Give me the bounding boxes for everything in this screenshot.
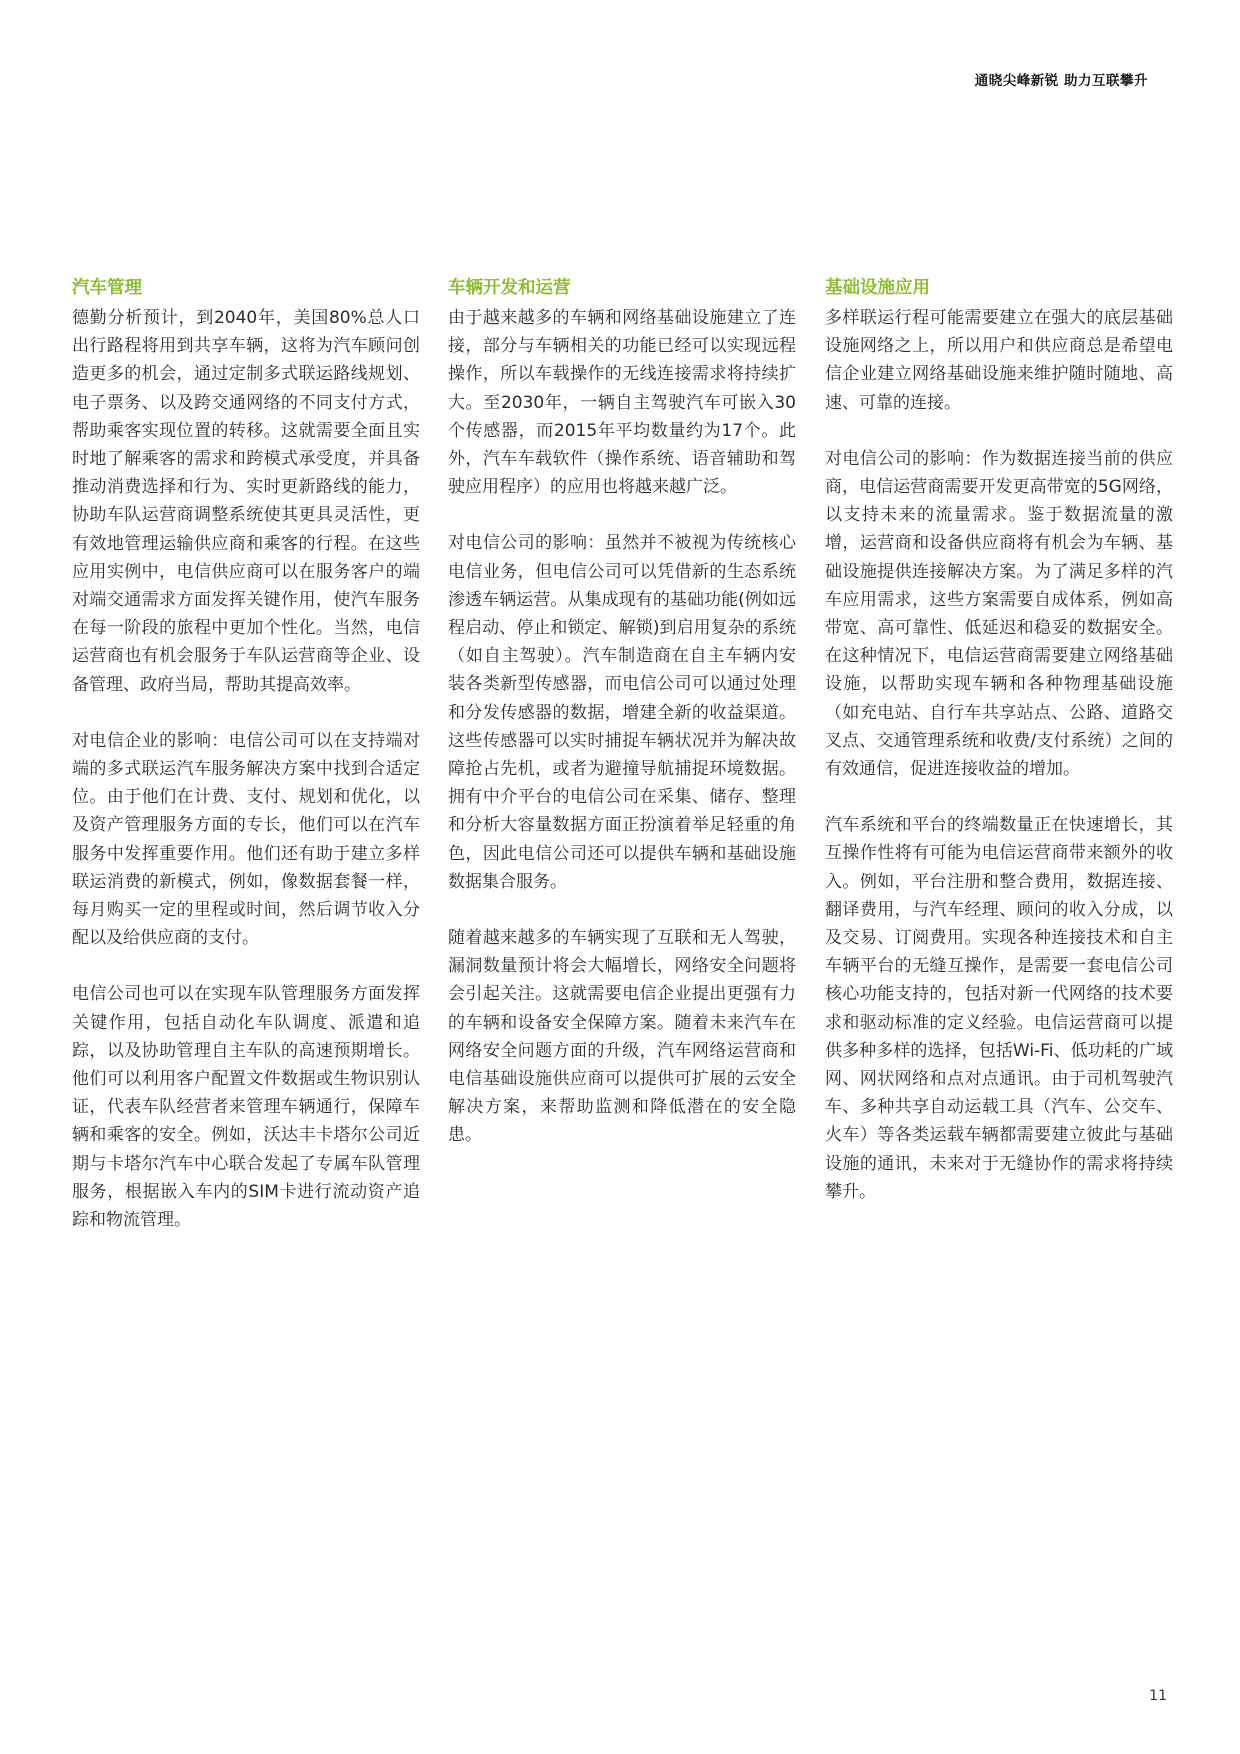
section-heading: 车辆开发和运营	[448, 278, 571, 298]
section-heading: 汽车管理	[72, 278, 142, 298]
body-paragraph: 对电信企业的影响：电信公司可以在支持端对端的多式联运汽车服务解决方案中找到合适定位。由于他们在计费、支付、规划和优化，以及资产管理服务方面的专长，他们可以在汽车服务中发挥重要作用。他们还有助于建立多样联运消费的新模式，例如，像数据套餐一样，每月购买一定的里程或时间，然后调节收入分配以及给供应商的支付。	[72, 730, 420, 949]
body-paragraph: 汽车系统和平台的终端数量正在快速增长，其互操作性将有可能为电信运营商带来额外的收入。例如，平台注册和整合费用，数据连接、翻译费用，与汽车经理、顾问的收入分成，以及交易、订阅费用。实现各种连接技术和自主车辆平台的无缝互操作，是需要一套电信公司核心功能支持的，包括对新一代网络的技术要求和驱动标准的定义经验。电信运营商可以提供多种多样的选择，包括Wi-Fi、低功耗的广域网、网状网络和点对点通讯。由于司机驾驶汽车、多种共享自动运载工具（汽车、公交车、火车）等各类运载车辆都需要建立彼此与基础设施的通讯，未来对于无缝协作的需求将持续攀升。	[825, 815, 1173, 1202]
column-automotive-management	[72, 274, 420, 1262]
body-paragraph: 德勤分析预计，到2040年，美国80%总人口出行路程将用到共享车辆，这将为汽车顾问创造更多的机会，通过定制多式联运路线规划、电子票务、以及跨交通网络的不同支付方式，帮助乘客实现位置的转移。这就需要全面且实时地了解乘客的需求和跨模式承受度，并具备推动消费选择和行为、实时更新路线的能力，协助车队运营商调整系统使其更具灵活性，更有效地管理运输供应商和乘客的行程。在这些应用实例中，电信供应商可以在服务客户的端对端交通需求方面发挥关键作用，使汽车服务在每一阶段的旅程中更加个性化。当然，电信运营商也有机会服务于车队运营商等企业、设备管理、政府当局，帮助其提高效率。	[72, 308, 420, 695]
body-paragraph: 对电信公司的影响：作为数据连接当前的供应商，电信运营商需要开发更高带宽的5G网络，以支持未来的流量需求。鉴于数据流量的激增，运营商和设备供应商将有机会为车辆、基础设施提供连接解决方案。为了满足多样的汽车应用需求，这些方案需要自成体系，例如高带宽、高可靠性、低延迟和稳妥的数据安全。在这种情况下，电信运营商需要建立网络基础设施，以帮助实现车辆和各种物理基础设施（如充电站、自行车共享站点、公路、道路交叉点、交通管理系统和收费/支付系统）之间的有效通信，促进连接收益的增加。	[825, 448, 1173, 780]
column-infrastructure	[825, 274, 1173, 1234]
body-paragraph: 对电信公司的影响：虽然并不被视为传统核心电信业务，但电信公司可以凭借新的生态系统渗透车辆运营。从集成现有的基础功能(例如远程启动、停止和锁定、解锁)到启用复杂的系统（如自主驾驶）。汽车制造商在自主车辆内安装各类新型传感器，而电信公司可以通过处理和分发传感器的数据，增建全新的收益渠道。这些传感器可以实时捕捉车辆状况并为解决故障抢占先机，或者为避撞导航捕捉环境数据。拥有中介平台的电信公司在采集、储存、整理和分析大容量数据方面正扮演着举足轻重的角色，因此电信公司还可以提供车辆和基础设施数据集合服务。	[448, 533, 796, 892]
body-paragraph: 由于越来越多的车辆和网络基础设施建立了连接，部分与车辆相关的功能已经可以实现远程操作，所以车载操作的无线连接需求将持续扩大。至2030年，一辆自主驾驶汽车可嵌入30个传感器，而2015年平均数量约为17个。此外，汽车车载软件（操作系统、语音辅助和驾驶应用程序）的应用也将越来越广泛。	[448, 308, 796, 498]
body-paragraph: 多样联运行程可能需要建立在强大的底层基础设施网络之上，所以用户和供应商总是希望电信企业建立网络基础设施来维护随时随地、高速、可靠的连接。	[825, 308, 1173, 413]
section-heading: 基础设施应用	[825, 278, 930, 298]
column-vehicle-development	[448, 274, 796, 1178]
body-paragraph: 随着越来越多的车辆实现了互联和无人驾驶，漏洞数量预计将会大幅增长，网络安全问题将会引起关注。这就需要电信企业提出更强有力的车辆和设备安全保障方案。随着未来汽车在网络安全问题方面的升级，汽车网络运营商和电信基础设施供应商可以提供可扩展的云安全解决方案，来帮助监测和降低潜在的安全隐患。	[448, 928, 796, 1146]
page-number: 11	[1149, 1688, 1167, 1704]
running-header: 通晓尖峰新锐 助力互联攀升	[974, 73, 1148, 89]
body-paragraph: 电信公司也可以在实现车队管理服务方面发挥关键作用，包括自动化车队调度、派遣和追踪，以及协助管理自主车队的高速预期增长。他们可以利用客户配置文件数据或生物识别认证，代表车队经营者来管理车辆通行，保障车辆和乘客的安全。例如，沃达丰卡塔尔公司近期与卡塔尔汽车中心联合发起了专属车队管理服务，根据嵌入车内的SIM卡进行流动资产追踪和物流管理。	[72, 984, 420, 1231]
